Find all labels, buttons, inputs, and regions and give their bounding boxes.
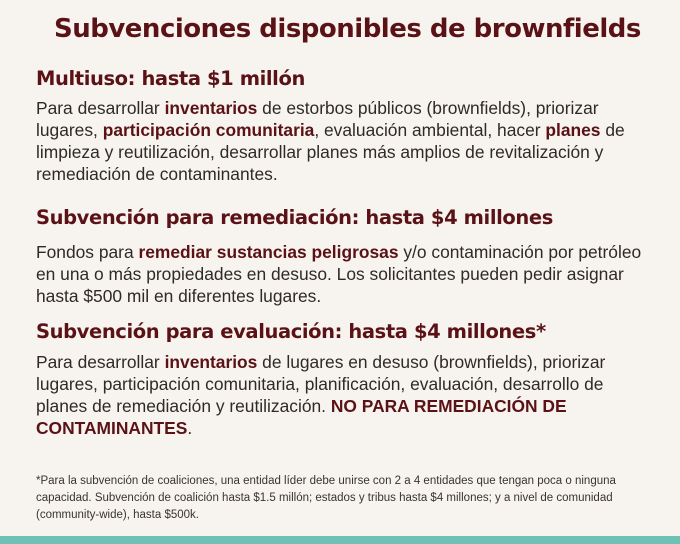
- body-text: , evaluación ambiental, hacer: [314, 120, 546, 140]
- body-text: de lugares en desuso (brownfields), priorizar lugares, participación comunitaria, planificación, evaluación, desarrollo de planes de remediación y reutilización.: [36, 352, 606, 416]
- section-body: [36, 351, 656, 439]
- body-text: .: [187, 418, 193, 438]
- section-body: [36, 241, 656, 307]
- body-text: de limpieza y reutilización, desarrollar planes más amplios de revitalización y remediación de contaminantes.: [36, 120, 625, 184]
- section-assessment: [36, 319, 656, 439]
- section-heading: Subvención para evaluación: hasta $4 millones*: [36, 320, 546, 343]
- emphasis-text: participación comunitaria: [102, 120, 315, 140]
- emphasis-text: inventarios: [164, 352, 258, 372]
- body-text: Para desarrollar: [36, 352, 165, 372]
- body-text: Fondos para: [36, 242, 139, 262]
- section-multipurpose: [36, 66, 656, 185]
- footnote: *Para la subvención de coaliciones, una entidad líder debe unirse con 2 a 4 entidades que tengan poca o ninguna capacidad. Subvención de coalición hasta $1.5 millón; estados y tribus hasta $4 millones; y a nivel de comunidad (community-wide), hasta $500k.: [36, 475, 616, 521]
- emphasis-text: inventarios: [164, 98, 258, 118]
- accent-bar: [0, 536, 680, 544]
- body-text: de estorbos públicos (brownfields), priorizar lugares,: [36, 98, 599, 140]
- emphasis-text: planes: [545, 120, 601, 140]
- page-title: Subvenciones disponibles de brownfields: [54, 14, 641, 44]
- section-cleanup: [36, 205, 656, 307]
- section-body: [36, 97, 656, 185]
- section-heading: Multiuso: hasta $1 millón: [36, 67, 305, 90]
- body-text: Para desarrollar: [36, 98, 165, 118]
- section-heading: Subvención para remediación: hasta $4 millones: [36, 206, 553, 229]
- emphasis-text: remediar sustancias peligrosas: [138, 242, 399, 262]
- emphasis-text: NO PARA REMEDIACIÓN DE CONTAMINANTES: [36, 396, 567, 438]
- body-text: y/o contaminación por petróleo en una o más propiedades en desuso. Los solicitantes pueden pedir asignar hasta $500 mil en diferentes lugares.: [36, 242, 642, 306]
